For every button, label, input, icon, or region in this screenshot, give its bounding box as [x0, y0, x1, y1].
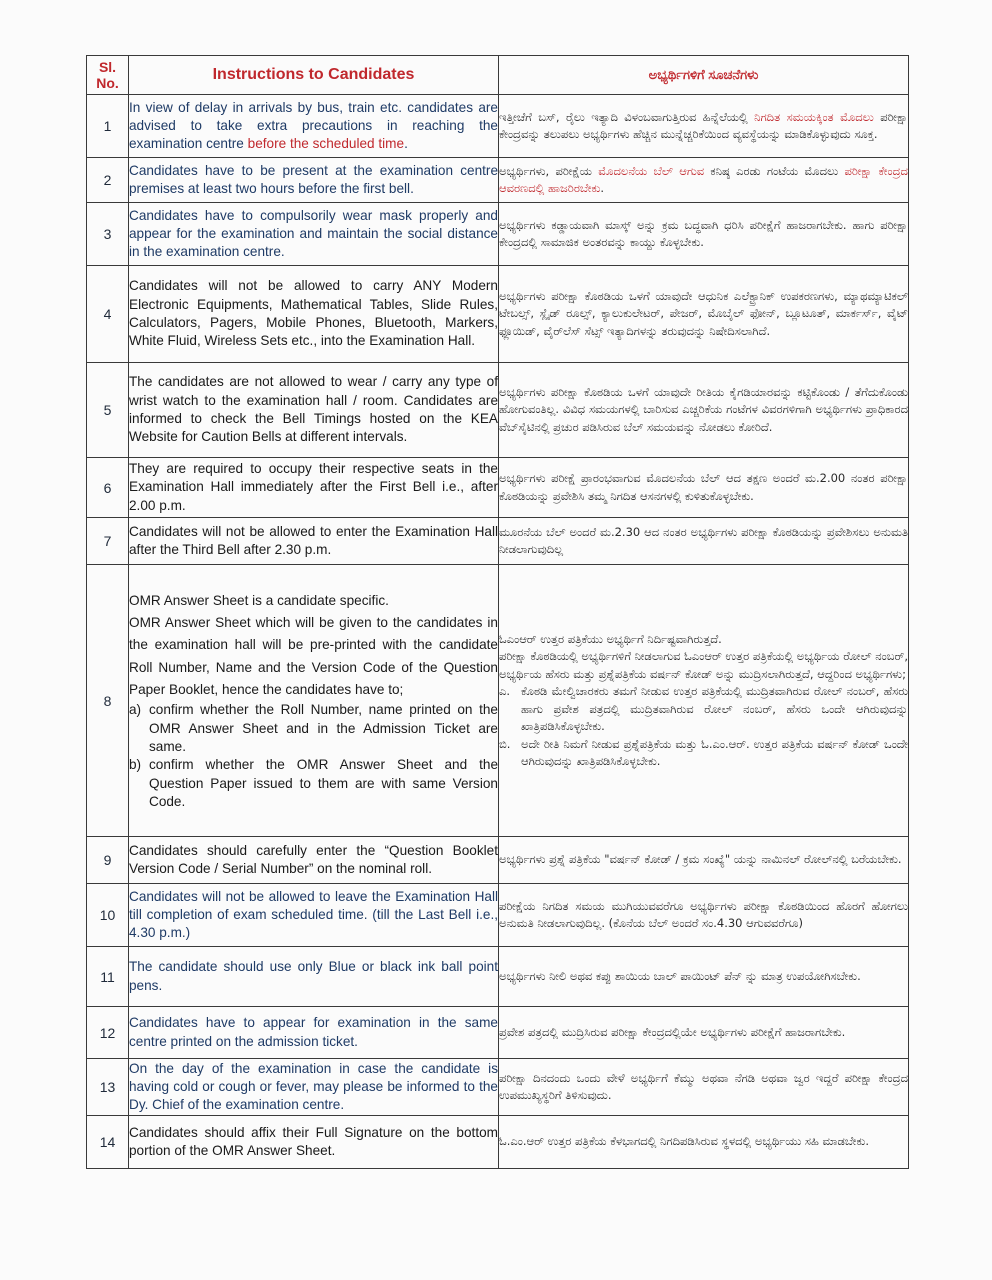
table-row [87, 266, 909, 363]
instruction-kannada: ಪ್ರವೇಶ ಪತ್ರದಲ್ಲಿ ಮುದ್ರಿಸಿರುವ ಪರೀಕ್ಷಾ ಕೇಂದ್ರದಲ್ಲಿಯೇ ಅಭ್ಯರ್ಥಿಗಳು ಪರೀಕ್ಷೆಗೆ ಹಾಜರಾಗಬೇಕು. [499, 1007, 909, 1059]
instruction-kannada [499, 158, 909, 203]
list-item [499, 683, 908, 736]
instruction-kannada: ಅಭ್ಯರ್ಥಿಗಳು ಕಡ್ಡಾಯವಾಗಿ ಮಾಸ್ಕ್ ಅನ್ನು ಕ್ರಮ ಬದ್ಧವಾಗಿ ಧರಿಸಿ ಪರೀಕ್ಷೆಗೆ ಹಾಜರಾಗಬೇಕು. ಹಾಗು ಪರೀಕ್ಷಾ ಕೇಂದ್ರದಲ್ಲಿ ಸಾಮಾಜಿಕ ಅಂತರವನ್ನು ಕಾಯ್ದು ಕೊಳ್ಳಬೇಕು. [499, 203, 909, 266]
table-row [87, 1007, 909, 1059]
instruction-english: Candidates have to appear for examination in the same centre printed on the admission ticket. [129, 1007, 499, 1059]
instruction-kannada: ಅಭ್ಯರ್ಥಿಗಳು ನೀಲಿ ಅಥವ ಕಪ್ಪು ಶಾಯಿಯ ಬಾಲ್ ಪಾಯಿಂಟ್ ಪೆನ್ ನ್ನು ಮಾತ್ರ ಉಪಯೋಗಿಸಬೇಕು. [499, 947, 909, 1007]
instruction-english [129, 95, 499, 158]
instruction-english: Candidates have to compulsorily wear mask properly and appear for the examination and maintain the social distance in the examination centre. [129, 203, 499, 266]
highlight-text: ಮೊದಲನೆಯ ಬೆಲ್ ಆಗುವ [598, 163, 705, 178]
row-number: 9 [87, 837, 129, 884]
row-number: 7 [87, 518, 129, 565]
row-number: 10 [87, 884, 129, 947]
instruction-kannada: ಅಭ್ಯರ್ಥಿಗಳು ಪರೀಕ್ಷಾ ಕೊಠಡಿಯ ಒಳಗೆ ಯಾವುದೇ ಆಧುನಿಕ ಎಲೆಕ್ಟ್ರಾನಿಕ್ ಉಪಕರಣಗಳು, ಮ್ಯಾಥಮ್ಯಾಟಿಕಲ್ ಟೇಬಲ್ಸ್, ಸ್ಲೈಡ್ ರೂಲ್ಸ್, ಕ್ಯಾಲುಕುಲೇಟರ್, ಪೇಜರ್, ಮೊಬೈಲ್ ಫೋನ್, ಬ್ಲೂಟೂತ್, ಮಾರ್ಕರ್ಸ್, ವೈಟ್ ಫ್ಲೂಯಿಡ್, ವೈರ್‌ಲೆಸ್ ಸೆಟ್ಸ್ ಇತ್ಯಾದಿಗಳನ್ನು ತರುವುದನ್ನು ನಿಷೇದಿಸಲಾಗಿದೆ. [499, 266, 909, 363]
highlight-text: ನಿಗದಿತ ಸಮಯಕ್ಕಿಂತ ಮೊದಲು [754, 109, 874, 124]
row-number: 11 [87, 947, 129, 1007]
paragraph: ಓಎಂಆರ್ ಉತ್ತರ ಪತ್ರಿಕೆಯು ಅಭ್ಯರ್ಥಿಗೆ ನಿರ್ದಿಷ್ಟವಾಗಿರುತ್ತದೆ. [499, 631, 722, 646]
header-kannada: ಅಭ್ಯರ್ಥಿಗಳಿಗೆ ಸೂಚನೆಗಳು [499, 56, 909, 95]
instruction-english: The candidate should use only Blue or black ink ball point pens. [129, 947, 499, 1007]
instruction-kannada: ಓ.ಎಂ.ಆರ್ ಉತ್ತರ ಪತ್ರಿಕೆಯ ಕೆಳಭಾಗದಲ್ಲಿ ನಿಗದಿಪಡಿಸಿರುವ ಸ್ಥಳದಲ್ಲಿ ಅಭ್ಯರ್ಥಿಯು ಸಹಿ ಮಾಡಬೇಕು. [499, 1116, 909, 1169]
table-row [87, 837, 909, 884]
instruction-kannada: ಪರೀಕ್ಷಾ ದಿನದಂದು ಒಂದು ವೇಳೆ ಅಭ್ಯರ್ಥಿಗೆ ಕೆಮ್ಮು ಅಥವಾ ನೆಗಡಿ ಅಥವಾ ಜ್ವರ ಇದ್ದರೆ ಪರೀಕ್ಷಾ ಕೇಂದ್ರದ ಉಪಮುಖ್ಯಸ್ಥರಿಗೆ ತಿಳಿಸುವುದು. [499, 1059, 909, 1116]
instruction-kannada [499, 95, 909, 158]
table-row [87, 884, 909, 947]
instruction-kannada [499, 565, 909, 837]
instruction-english: Candidates will not be allowed to carry ANY Modern Electronic Equipments, Mathematical Tables, Slide Rules, Calculators, Pagers, Mobile Phones, Bluetooth, Markers, White Fluid, Wireless Sets etc., into the Examination Hall. [129, 266, 499, 363]
paragraph: OMR Answer Sheet is a candidate specific. [129, 592, 389, 608]
row-number: 3 [87, 203, 129, 266]
instruction-english: They are required to occupy their respective seats in the Examination Hall immediately after the First Bell i.e., after 2.00 p.m. [129, 458, 499, 518]
instruction-kannada: ಅಭ್ಯರ್ಥಿಗಳು ಪರೀಕ್ಷಾ ಕೊಠಡಿಯ ಒಳಗೆ ಯಾವುದೇ ರೀತಿಯ ಕೈಗಡಿಯಾರವನ್ನು ಕಟ್ಟಿಕೊಂಡು / ತೆಗೆದುಕೊಂಡು ಹೋಗುವಂತಿಲ್ಲ. ವಿವಿಧ ಸಮಯಗಳಲ್ಲಿ ಬಾರಿಸುವ ಎಚ್ಚರಿಕೆಯ ಗಂಟೆಗಳ ವಿವರಗಳಿಗಾಗಿ ಅಭ್ಯರ್ಥಿಗಳು ಪ್ರಾಧಿಕಾರದ ವೆಬ್‌ಸೈಟಿನಲ್ಲಿ ಪ್ರಚುರ ಪಡಿಸಿರುವ ಬೆಲ್ ಸಮಯವನ್ನು ನೋಡಲು ಕೋರಿದೆ. [499, 363, 909, 458]
table-row [87, 95, 909, 158]
row-number: 5 [87, 363, 129, 458]
list-text: ಅದೇ ರೀತಿ ನಿಮಗೆ ನೀಡುವ ಪ್ರಶ್ನೆಪತ್ರಿಕೆಯ ಮತ್ತು ಓ.ಎಂ.ಆರ್. ಉತ್ತರ ಪತ್ರಿಕೆಯ ವರ್ಷನ್ ಕೋಡ್ ಒಂದೇ ಆಗಿರುವುದನ್ನು ಖಾತ್ರಿಪಡಿಸಿಕೊಳ್ಳಬೇಕು. [521, 736, 908, 768]
paragraph: OMR Answer Sheet which will be given to the candidates in the examination hall will be pre-printed with the candidate Roll Number, Name and the Version Code of the Question Paper Booklet, hence the candidates have to; [129, 615, 498, 698]
text: ಇತ್ತೀಚೆಗೆ ಬಸ್, ರೈಲು ಇತ್ಯಾದಿ ವಿಳಂಬವಾಗುತ್ತಿರುವ ಹಿನ್ನೆಲೆಯಲ್ಲಿ [499, 109, 755, 124]
instruction-kannada: ಅಭ್ಯರ್ಥಿಗಳು ಪ್ರಶ್ನೆ ಪತ್ರಿಕೆಯ "ವರ್ಷನ್ ಕೋಡ್ / ಕ್ರಮ ಸಂಖ್ಯೆ" ಯನ್ನು ನಾಮಿನಲ್ ರೋಲ್‌ನಲ್ಲಿ ಬರೆಯಬೇಕು. [499, 837, 909, 884]
text: In view of delay in arrivals by bus, train etc. candidates are advised to take extra precautions in reaching the examination centre [129, 99, 498, 152]
highlight-text: ಪರೀಕ್ಷಾ ಕೇಂದ್ರದ ಆವರಣದಲ್ಲಿ ಹಾಜರಿರಬೇಕು [499, 163, 908, 195]
instructions-table [86, 55, 909, 1169]
list-text: confirm whether the Roll Number, name printed on the OMR Answer Sheet and in the Admission Ticket are same. [149, 702, 498, 754]
instruction-english [129, 565, 499, 837]
table-row [87, 518, 909, 565]
row-number: 4 [87, 266, 129, 363]
row-number: 2 [87, 158, 129, 203]
list-marker: b) [129, 757, 142, 773]
list-text: confirm whether the OMR Answer Sheet and the Question Paper issued to them are with same Version Code. [149, 757, 498, 809]
instruction-english: On the day of the examination in case the candidate is having cold or cough or fever, may please be informed to the Dy. Chief of the examination centre. [129, 1059, 499, 1116]
row-number: 1 [87, 95, 129, 158]
text: . [600, 181, 605, 195]
table-row [87, 203, 909, 266]
text: ಪರೀಕ್ಷಾ ಕೇಂದ್ರವನ್ನು ತಲುಪಲು ಅಭ್ಯರ್ಥಿಗಳು ಹೆಚ್ಚಿನ ಮುನ್ನೆಚ್ಚರಿಕೆಯಿಂದ ವ್ಯವಸ್ಥೆಯನ್ನು ಮಾಡಿಕೊಳ್ಳುವುದು ಸೂಕ್ತ. [499, 109, 908, 141]
instruction-english: Candidates should carefully enter the “Question Booklet Version Code / Serial Number” on the nominal roll. [129, 837, 499, 884]
list-item [129, 701, 498, 756]
instruction-english: Candidates should affix their Full Signature on the bottom portion of the OMR Answer Sheet. [129, 1116, 499, 1169]
table-row [87, 947, 909, 1007]
text: ಕನಿಷ್ಠ ಎರಡು ಗಂಟೆಯ ಮೊದಲು [704, 163, 845, 178]
highlight-text: before the scheduled time [247, 136, 405, 152]
list-marker: a) [129, 702, 142, 718]
list-item [129, 756, 498, 811]
table-row [87, 458, 909, 518]
table-row [87, 565, 909, 837]
instruction-kannada: ಅಭ್ಯರ್ಥಿಗಳು ಪರೀಕ್ಷೆ ಪ್ರಾರಂಭವಾಗುವ ಮೊದಲನೆಯ ಬೆಲ್ ಆದ ತಕ್ಷಣ ಅಂದರೆ ಮ.2.00 ನಂತರ ಪರೀಕ್ಷಾ ಕೊಠಡಿಯನ್ನು ಪ್ರವೇಶಿಸಿ ತಮ್ಮ ನಿಗದಿತ ಆಸನಗಳಲ್ಲಿ ಕುಳಿತುಕೊಳ್ಳಬೇಕು. [499, 458, 909, 518]
instruction-english: Candidates will not be allowed to enter the Examination Hall after the Third Bell after 2.30 p.m. [129, 518, 499, 565]
row-number: 12 [87, 1007, 129, 1059]
row-number: 14 [87, 1116, 129, 1169]
header-english: Instructions to Candidates [129, 56, 499, 95]
text: ಅಭ್ಯರ್ಥಿಗಳು, ಪರೀಕ್ಷೆಯ [499, 163, 599, 178]
table-row [87, 1116, 909, 1169]
header-sl-no: Sl. No. [87, 56, 129, 95]
instruction-english: Candidates will not be allowed to leave the Examination Hall till completion of exam scheduled time. (till the Last Bell i.e., 4.30 p.m.) [129, 884, 499, 947]
table-header-row [87, 56, 909, 95]
table-row [87, 158, 909, 203]
list-item [499, 736, 908, 771]
row-number: 13 [87, 1059, 129, 1116]
row-number: 6 [87, 458, 129, 518]
table-row [87, 363, 909, 458]
instruction-english: The candidates are not allowed to wear / carry any type of wrist watch to the examination hall / room. Candidates are informed to check the Bell Timings hosted on the KEA Website for Caution Bells at different intervals. [129, 363, 499, 458]
row-number: 8 [87, 565, 129, 837]
list-text: ಕೊಠಡಿ ಮೇಲ್ವಿಚಾರಕರು ತಮಗೆ ನೀಡುವ ಉತ್ತರ ಪತ್ರಿಕೆಯಲ್ಲಿ ಮುದ್ರಿತವಾಗಿರುವ ರೋಲ್ ನಂಬರ್, ಹೆಸರು ಹಾಗು ಪ್ರವೇಶ ಪತ್ರದಲ್ಲಿ ಮುದ್ರಿತವಾಗಿರುವ ರೋಲ್ ನಂಬರ್, ಹೆಸರು ಒಂದೇ ಆಗಿರುವುದನ್ನು ಖಾತ್ರಿಪಡಿಸಿಕೊಳ್ಳಬೇಕು. [521, 684, 908, 733]
list-marker: ಎ. [499, 684, 511, 698]
instruction-english: Candidates have to be present at the examination centre premises at least two hours before the first bell. [129, 158, 499, 203]
text: . [404, 136, 408, 152]
list-marker: ಬಿ. [499, 736, 511, 751]
table-row [87, 1059, 909, 1116]
instruction-kannada: ಪರೀಕ್ಷೆಯ ನಿಗದಿತ ಸಮಯ ಮುಗಿಯುವವರೆಗೂ ಅಭ್ಯರ್ಥಿಗಳು ಪರೀಕ್ಷಾ ಕೊಠಡಿಯಿಂದ ಹೊರಗೆ ಹೋಗಲು ಅನುಮತಿ ನೀಡಲಾಗುವುದಿಲ್ಲ. (ಕೊನೆಯ ಬೆಲ್ ಅಂದರೆ ಸಂ.4.30 ಆಗುವವರೆಗೂ) [499, 884, 909, 947]
paragraph: ಪರೀಕ್ಷಾ ಕೊಠಡಿಯಲ್ಲಿ ಅಭ್ಯರ್ಥಿಗಳಿಗೆ ನೀಡಲಾಗುವ ಓಎಂಆರ್ ಉತ್ತರ ಪತ್ರಿಕೆಯಲ್ಲಿ ಅಭ್ಯರ್ಥಿಯ ರೋಲ್ ನಂಬರ್, ಅಭ್ಯರ್ಥಿಯ ಹೆಸರು ಮತ್ತು ಪ್ರಶ್ನೆಪತ್ರಿಕೆಯ ವರ್ಷನ್ ಕೋಡ್ ಅನ್ನು ಮುದ್ರಿಸಲಾಗಿರುತ್ತದೆ, ಆದ್ದರಿಂದ ಅಭ್ಯರ್ಥಿಗಳು; [499, 649, 908, 681]
instruction-kannada: ಮೂರನೆಯ ಬೆಲ್ ಅಂದರೆ ಮ.2.30 ಆದ ನಂತರ ಅಭ್ಯರ್ಥಿಗಳು ಪರೀಕ್ಷಾ ಕೊಠಡಿಯನ್ನು ಪ್ರವೇಶಿಸಲು ಅನುಮತಿ ನೀಡಲಾಗುವುದಿಲ್ಲ [499, 518, 909, 565]
